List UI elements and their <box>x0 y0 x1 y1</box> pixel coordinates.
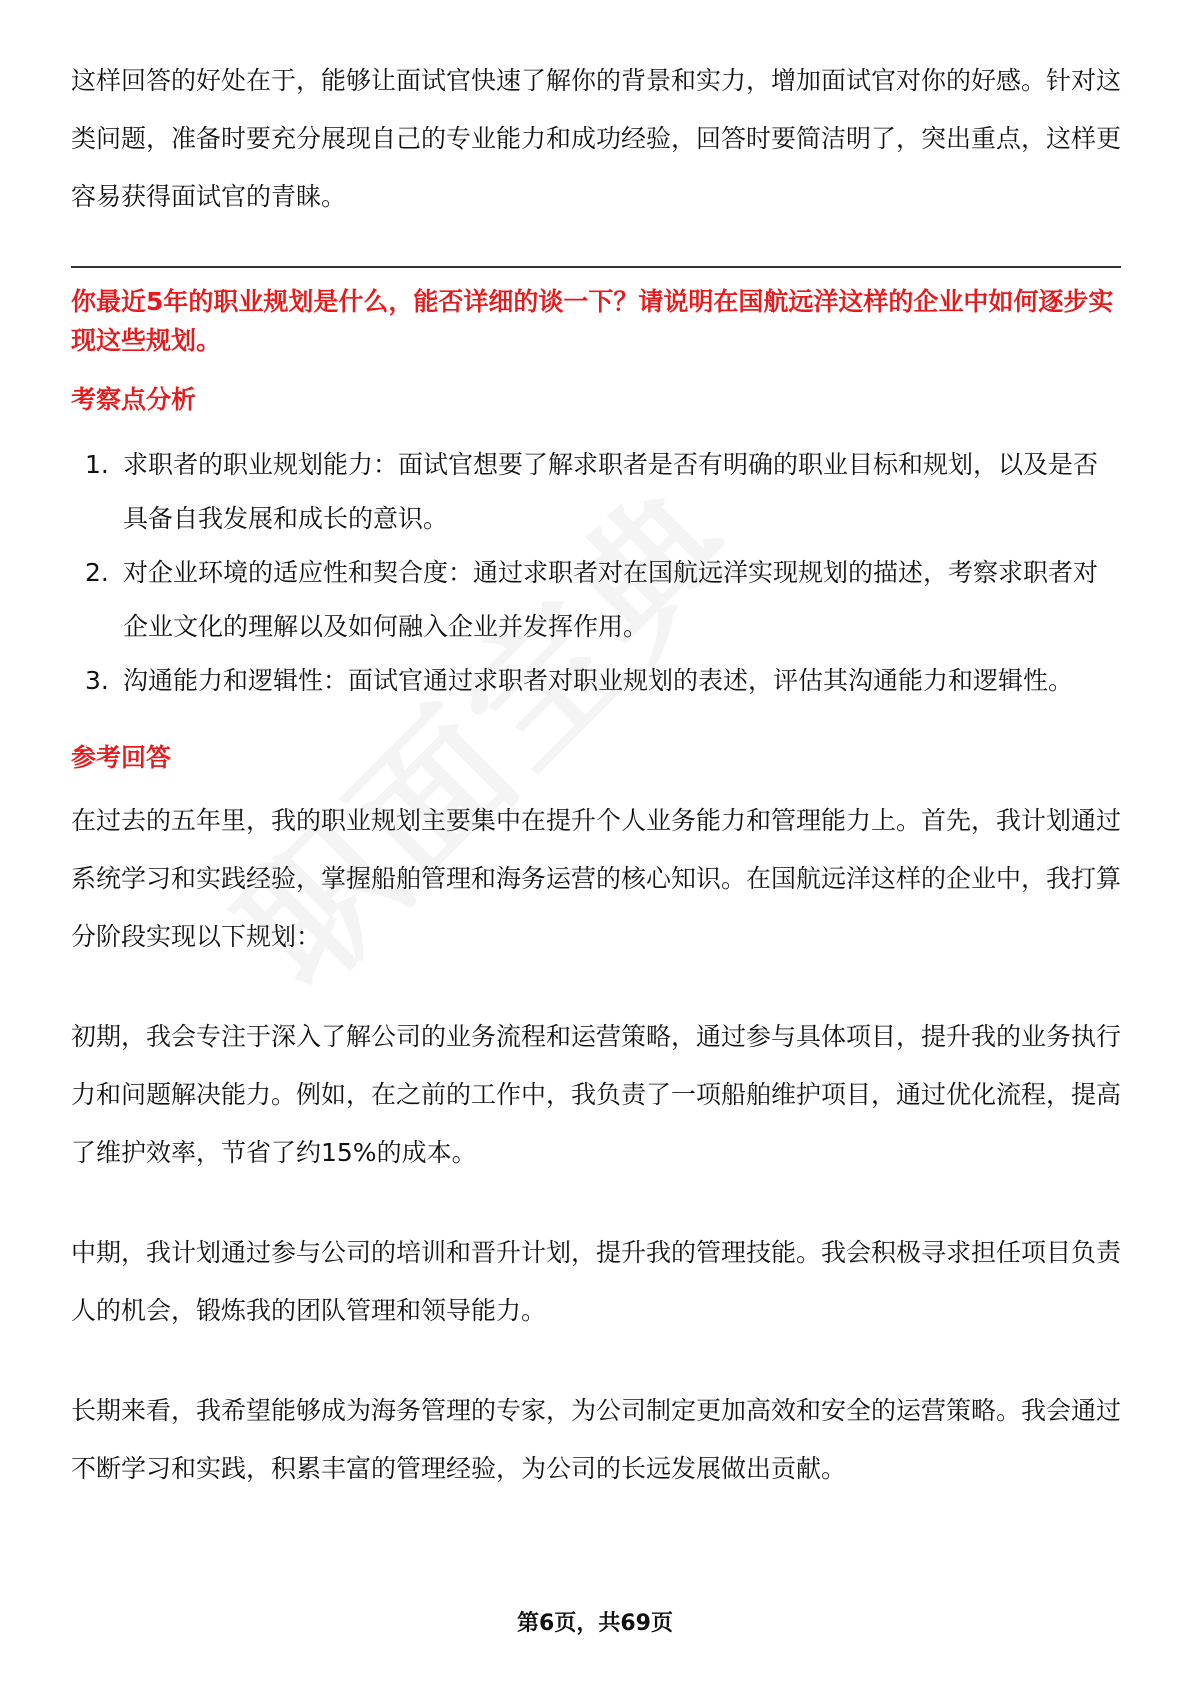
analysis-list <box>71 438 1121 708</box>
analysis-item-text: 求职者的职业规划能力：面试官想要了解求职者是否有明确的职业目标和规划，以及是否具备自我发展和成长的意识。 <box>123 450 1099 533</box>
answer-paragraph-2: 初期，我会专注于深入了解公司的业务流程和运营策略，通过参与具体项目，提升我的业务执行力和问题解决能力。例如，在之前的工作中，我负责了一项船舶维护项目，通过优化流程，提高了维护效率，节省了约15%的成本。 <box>71 1022 1122 1167</box>
answer-paragraph-1: 在过去的五年里，我的职业规划主要集中在提升个人业务能力和管理能力上。首先，我计划通过系统学习和实践经验，掌握船舶管理和海务运营的核心知识。在国航远洋这样的企业中，我打算分阶段实现以下规划： <box>71 806 1122 951</box>
answer-heading: 参考回答 <box>71 743 172 772</box>
answer-body <box>71 792 1121 1498</box>
intro-paragraph: 这样回答的好处在于，能够让面试官快速了解你的背景和实力，增加面试官对你的好感。针对这类问题，准备时要充分展现自己的专业能力和成功经验，回答时要简洁明了，突出重点，这样更容易获得面试官的青睐。 <box>71 66 1122 211</box>
analysis-item-number: 3. <box>85 666 109 695</box>
analysis-heading: 考察点分析 <box>71 385 197 414</box>
answer-paragraph-3: 中期，我计划通过参与公司的培训和晋升计划，提升我的管理技能。我会积极寻求担任项目负责人的机会，锻炼我的团队管理和领导能力。 <box>71 1238 1122 1325</box>
section-divider <box>71 266 1121 268</box>
question-title: 你最近5年的职业规划是什么，能否详细的谈一下？请说明在国航远洋这样的企业中如何逐步实现这些规划。 <box>71 287 1114 355</box>
analysis-item-2 <box>71 546 1121 654</box>
analysis-item-text: 沟通能力和逻辑性：面试官通过求职者对职业规划的表述，评估其沟通能力和逻辑性。 <box>123 666 1074 695</box>
page-content <box>71 52 1121 1498</box>
analysis-item-3 <box>71 654 1121 708</box>
analysis-item-number: 2. <box>85 558 109 587</box>
analysis-item-number: 1. <box>85 450 109 479</box>
analysis-item-text: 对企业环境的适应性和契合度：通过求职者对在国航远洋实现规划的描述，考察求职者对企业文化的理解以及如何融入企业并发挥作用。 <box>123 558 1099 641</box>
page-number: 第6页，共69页 <box>517 1611 673 1636</box>
analysis-item-1 <box>71 438 1121 546</box>
answer-paragraph-4: 长期来看，我希望能够成为海务管理的专家，为公司制定更加高效和安全的运营策略。我会通过不断学习和实践，积累丰富的管理经验，为公司的长远发展做出贡献。 <box>71 1396 1122 1483</box>
